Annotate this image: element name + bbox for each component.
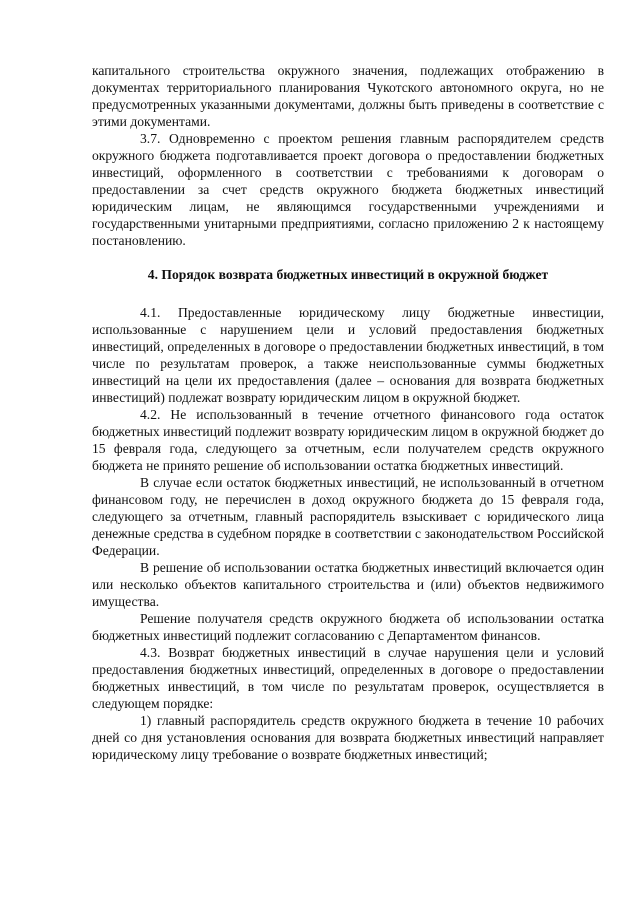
paragraph-4-2-approval: Решение получателя средств окружного бюджета об использовании остатка бюджетных инвестиций подлежит согласованию с Департаментом финансов. [92, 611, 604, 643]
paragraph-4-2-decision: В решение об использовании остатка бюджетных инвестиций включается один или несколько объектов капитального строительства и (или) объектов недвижимого имущества. [92, 560, 604, 609]
paragraph-4-2-case: В случае если остаток бюджетных инвестиций, не использованный в отчетном финансовом году, не перечислен в доход окружного бюджета до 15 февраля года, следующего за отчетным, главный распорядитель взыскивает с юридического лица денежные средства в судебном порядке в соответствии с законодательством Российской Федерации. [92, 475, 604, 558]
paragraph-4-1: 4.1. Предоставленные юридическому лицу бюджетные инвестиции, использованные с нарушением цели и условий предоставления бюджетных инвестиций, определенных в договоре о предоставлении бюджетных инвестиций, в том числе по результатам проверок, а также неиспользованные суммы бюджетных инвестиций на цели их предоставления (далее – основания для возврата бюджетных инвестиций) подлежат возврату юридическим лицом в окружной бюджет. [92, 305, 604, 405]
paragraph-4-3: 4.3. Возврат бюджетных инвестиций в случае нарушения цели и условий предоставления бюджетных инвестиций, определенных в договоре о предоставлении бюджетных инвестиций, в том числе по результатам проверок, осуществляется в следующем порядке: [92, 645, 604, 711]
paragraph-continuation: капитального строительства окружного значения, подлежащих отображению в документах территориального планирования Чукотского автономного округа, но не предусмотренных указанными документами, должны быть приведены в соответствие с этими документами. [92, 63, 604, 129]
paragraph-3-7: 3.7. Одновременно с проектом решения главным распорядителем средств окружного бюджета подготавливается проект договора о предоставлении бюджетных инвестиций, оформленного в соответствии с требованиями к договорам о предоставлении за счет средств окружного бюджета бюджетных инвестиций юридическим лицам, не являющимся государственными учреждениями и государственными унитарными предприятиями, согласно приложению 2 к настоящему постановлению. [92, 131, 604, 248]
paragraph-4-3-item-1: 1) главный распорядитель средств окружного бюджета в течение 10 рабочих дней со дня установления основания для возврата бюджетных инвестиций направляет юридическому лицу требование о возврате бюджетных инвестиций; [92, 713, 604, 762]
paragraph-4-2: 4.2. Не использованный в течение отчетного финансового года остаток бюджетных инвестиций подлежит возврату юридическим лицом в окружной бюджет до 15 февраля года, следующего за отчетным, если получателем средств окружного бюджета не принято решение об использовании остатка бюджетных инвестиций. [92, 407, 604, 473]
section-heading: 4. Порядок возврата бюджетных инвестиций в окружной бюджет [147, 267, 549, 282]
document-body [92, 62, 604, 763]
